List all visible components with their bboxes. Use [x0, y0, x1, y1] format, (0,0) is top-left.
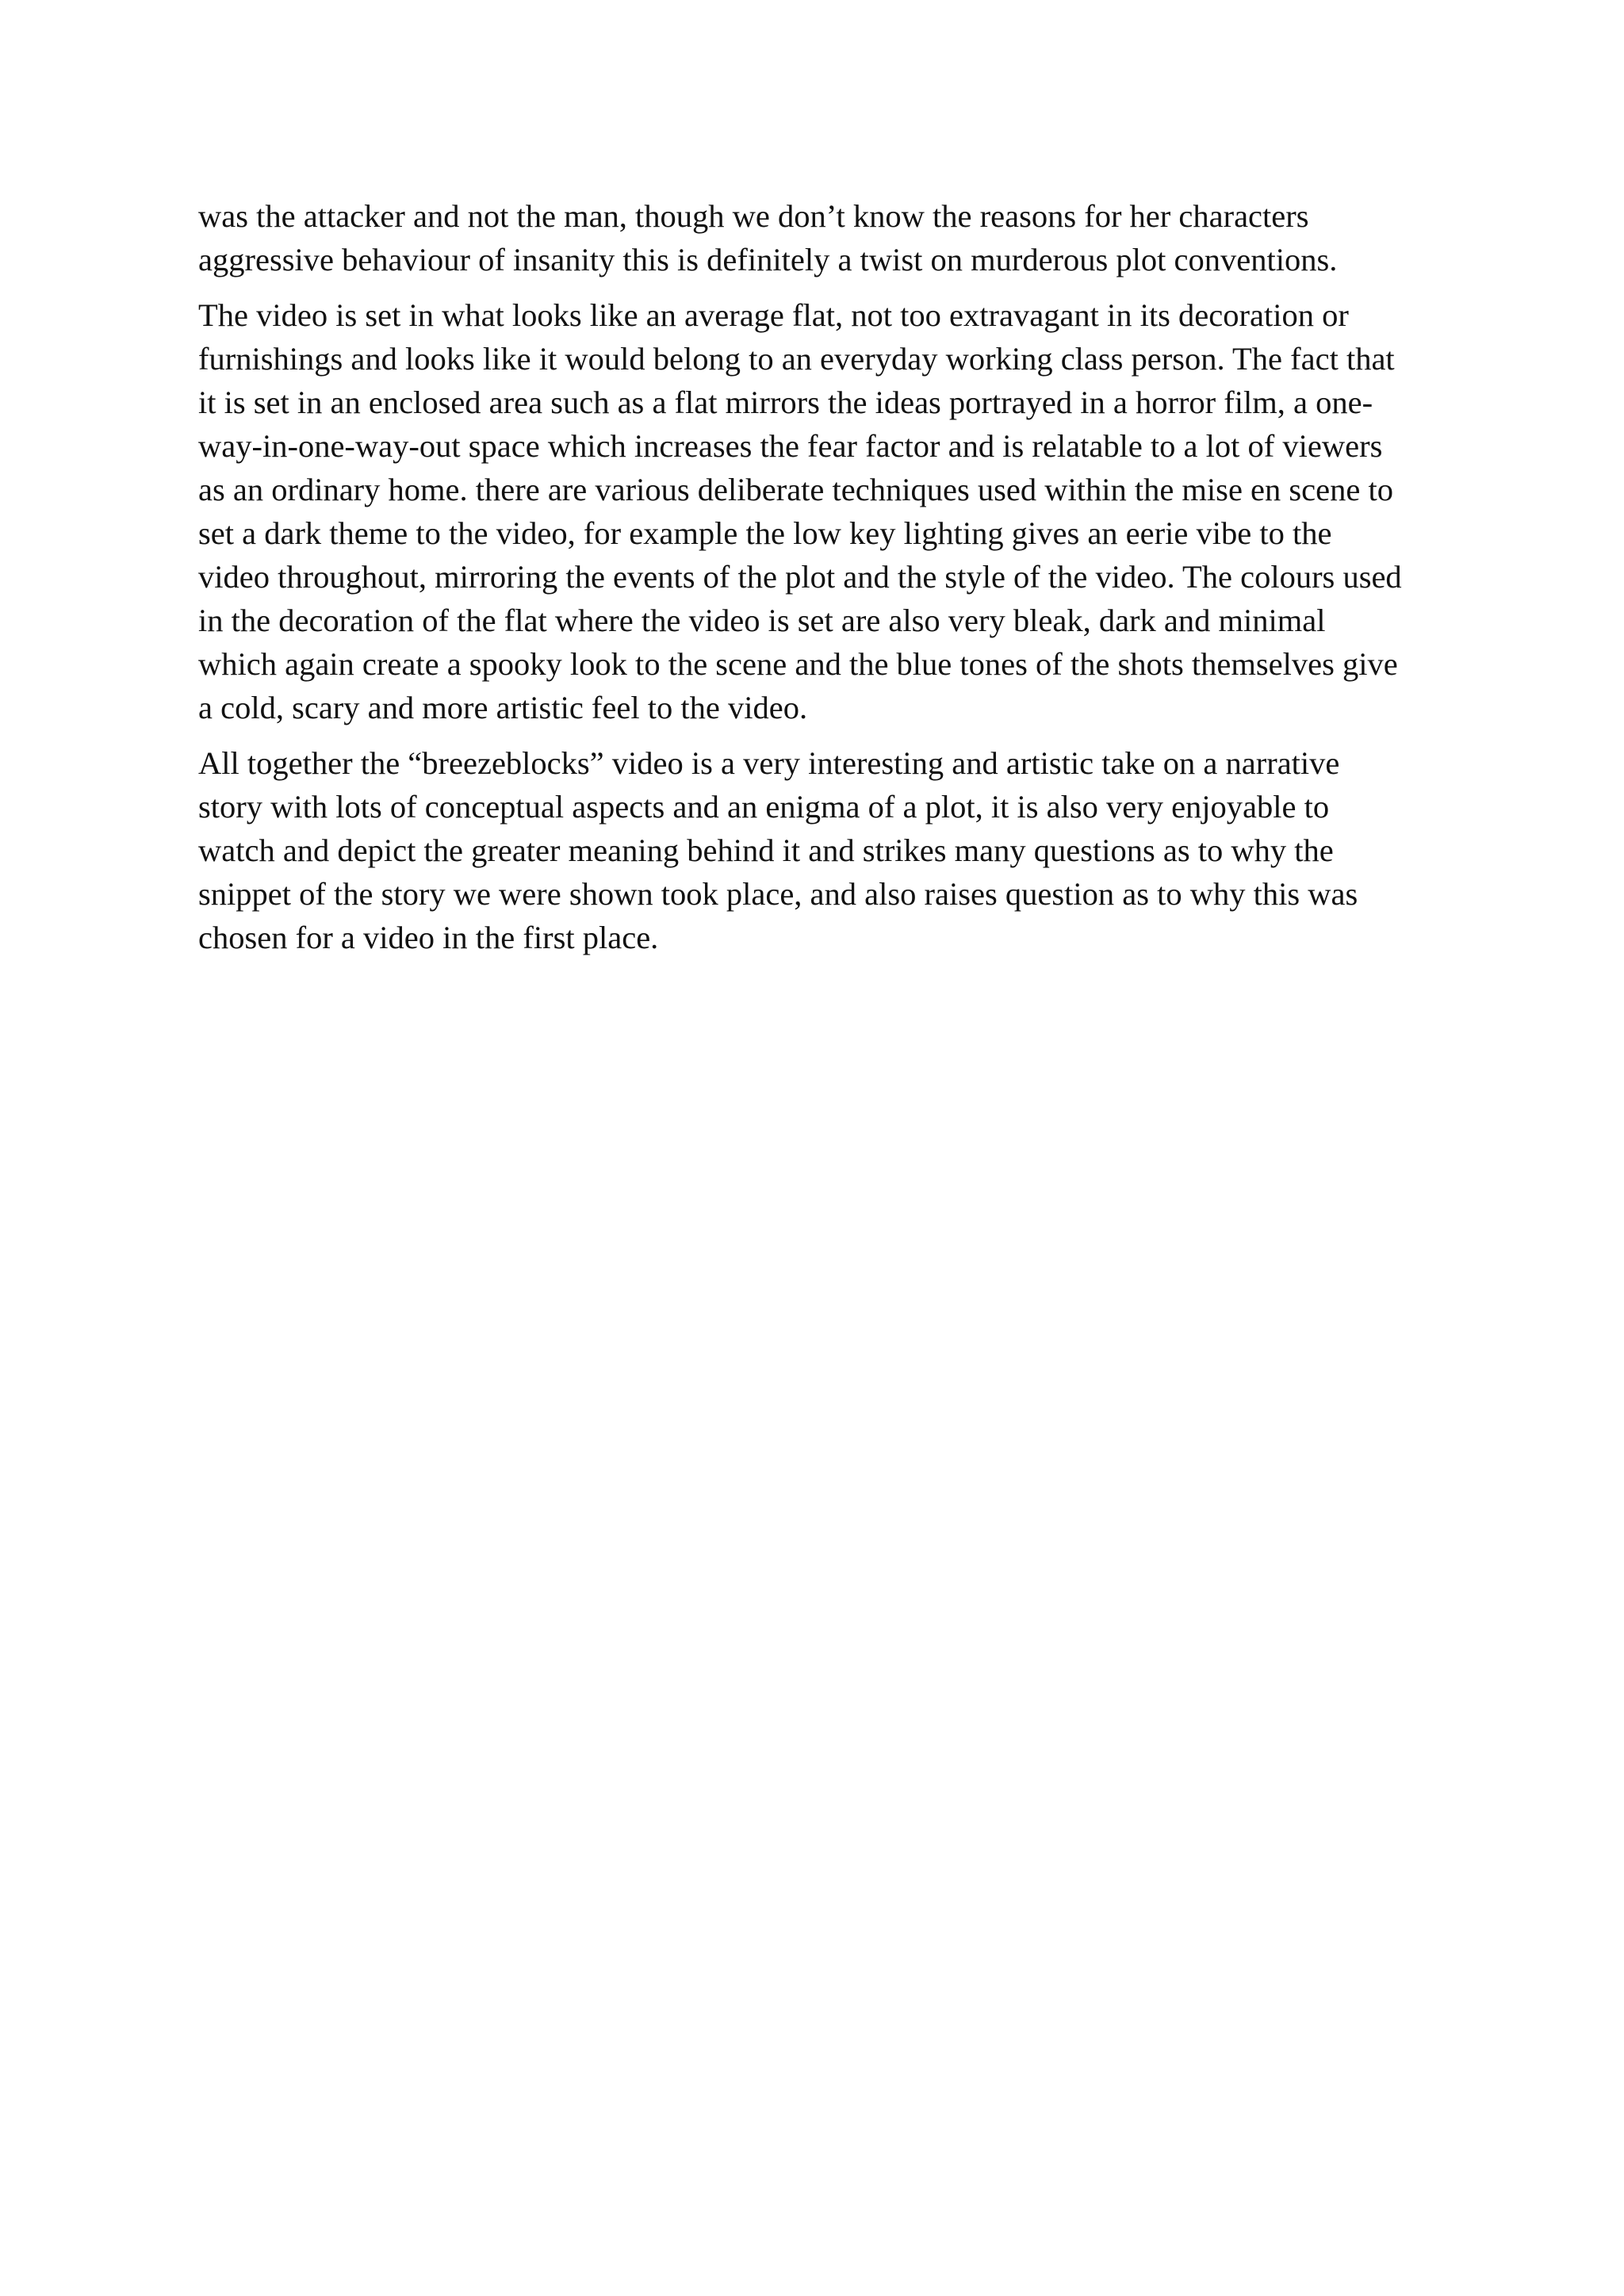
text-line: snippet of the story we were shown took place, and also raises question as to why this was	[198, 876, 1358, 912]
text-line: The video is set in what looks like an average flat, not too extravagant in its decoration or	[198, 297, 1349, 333]
text-line: furnishings and looks like it would belong to an everyday working class person. The fact that	[198, 341, 1395, 377]
paragraph-conclusion	[198, 741, 1443, 959]
text-line: story with lots of conceptual aspects and an enigma of a plot, it is also very enjoyable to	[198, 789, 1330, 825]
text-line: way-in-one-way-out space which increases the fear factor and is relatable to a lot of viewers	[198, 428, 1383, 464]
text-line: aggressive behaviour of insanity this is definitely a twist on murderous plot conventions.	[198, 242, 1338, 277]
text-line: video throughout, mirroring the events of the plot and the style of the video. The colours used	[198, 559, 1402, 595]
text-line: set a dark theme to the video, for example the low key lighting gives an eerie vibe to the	[198, 515, 1332, 551]
text-line: watch and depict the greater meaning behind it and strikes many questions as to why the	[198, 832, 1334, 868]
text-line: chosen for a video in the first place.	[198, 920, 659, 955]
paragraph-attacker	[198, 194, 1443, 281]
text-line: as an ordinary home. there are various deliberate techniques used within the mise en scene to	[198, 472, 1393, 507]
text-line: All together the “breezeblocks” video is a very interesting and artistic take on a narrative	[198, 745, 1340, 781]
text-line: was the attacker and not the man, though we don’t know the reasons for her characters	[198, 198, 1309, 234]
text-line: a cold, scary and more artistic feel to the video.	[198, 690, 808, 725]
document-body	[198, 194, 1443, 971]
paragraph-setting	[198, 293, 1443, 729]
text-line: it is set in an enclosed area such as a flat mirrors the ideas portrayed in a horror film, a one-	[198, 385, 1373, 420]
text-line: in the decoration of the flat where the video is set are also very bleak, dark and minimal	[198, 603, 1326, 638]
text-line: which again create a spooky look to the scene and the blue tones of the shots themselves give	[198, 646, 1398, 682]
